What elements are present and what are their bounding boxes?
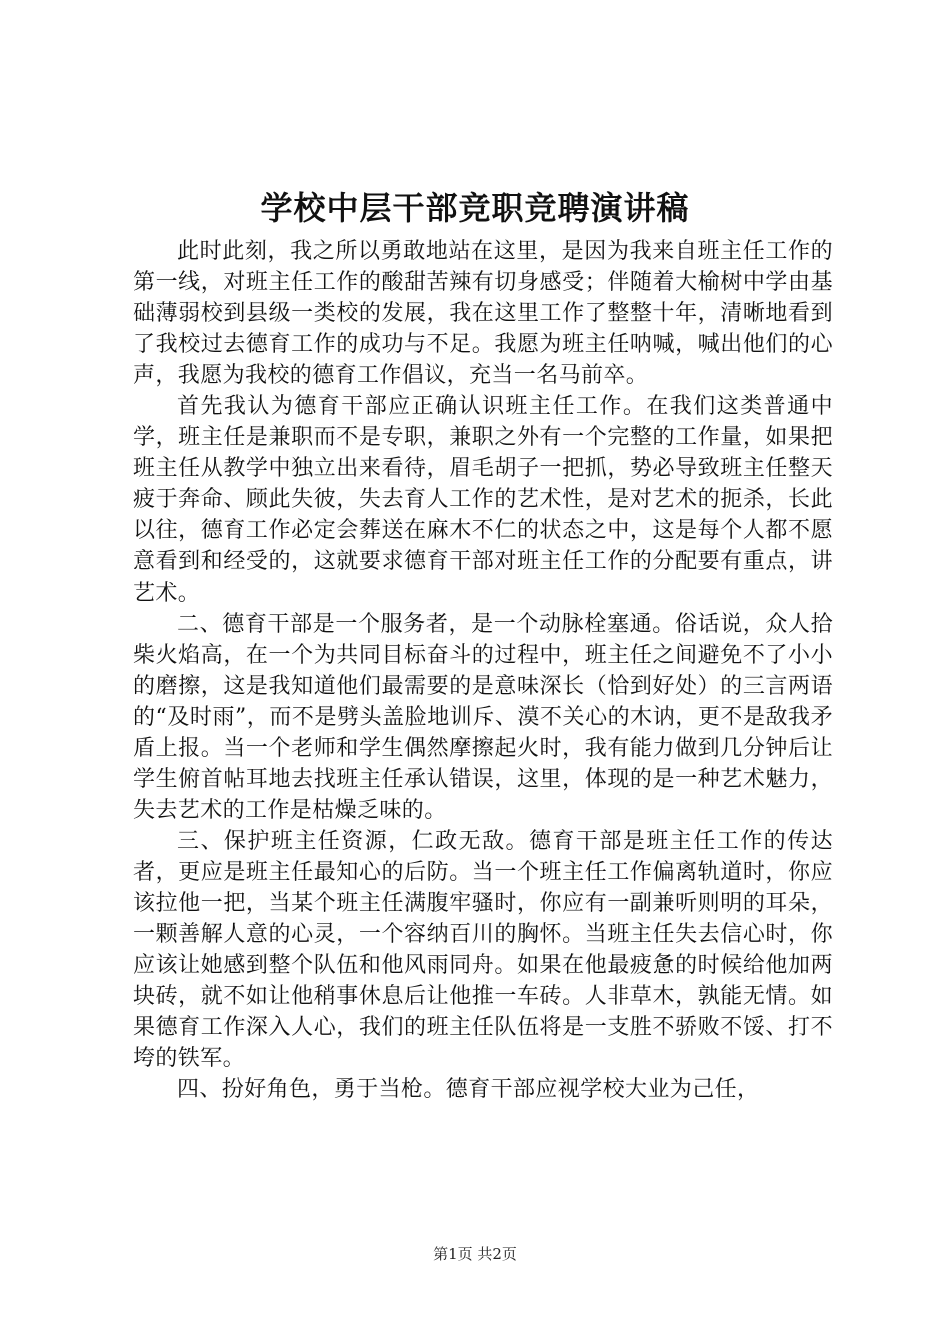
paragraph-fourth-point: 四、扮好角色，勇于当枪。德育干部应视学校大业为己任， <box>177 1077 760 1103</box>
document-title: 学校中层干部竞职竞聘演讲稿 <box>260 189 690 227</box>
paragraph-second-point: 二、德育干部是一个服务者，是一个动脉栓塞通。俗话说，众人拾柴火焰高，在一个为共同目标奋斗的过程中，班主任之间避免不了小小的磨擦，这是我知道他们最需要的是意味深长（恰到好处）的三言两语的“及时雨”，而不是劈头盖脸地训斥、漠不关心的木讷，更不是敌我矛盾上报。当一个老师和学生偶然摩擦起火时，我有能力做到几分钟后让学生俯首帖耳地去找班主任承认错误，这里，体现的是一种艺术魅力，失去艺术的工作是枯燥乏味的。 <box>133 611 833 823</box>
paragraph-intro: 此时此刻，我之所以勇敢地站在这里，是因为我来自班主任工作的第一线，对班主任工作的酸甜苦辣有切身感受；伴随着大榆树中学由基础薄弱校到县级一类校的发展，我在这里工作了整整十年，清晰地看到了我校过去德育工作的成功与不足。我愿为班主任呐喊，喊出他们的心声，我愿为我校的德育工作倡议，充当一名马前卒。 <box>133 239 833 389</box>
page-number-footer: 第1页 共2页 <box>433 1245 517 1263</box>
document-body <box>133 236 833 1105</box>
paragraph-third-point: 三、保护班主任资源，仁政无敌。德育干部是班主任工作的传达者，更应是班主任最知心的后防。当一个班主任工作偏离轨道时，你应该拉他一把，当某个班主任满腹牢骚时，你应有一副兼听则明的耳朵，一颗善解人意的心灵，一个容纳百川的胸怀。当班主任失去信心时，你应该让她感到整个队伍和他风雨同舟。如果在他最疲惫的时候给他加两块砖，就不如让他稍事休息后让他推一车砖。人非草木，孰能无情。如果德育工作深入人心，我们的班主任队伍将是一支胜不骄败不馁、打不垮的铁军。 <box>133 828 833 1072</box>
paragraph-first-point: 首先我认为德育干部应正确认识班主任工作。在我们这类普通中学，班主任是兼职而不是专职，兼职之外有一个完整的工作量，如果把班主任从教学中独立出来看待，眉毛胡子一把抓，势必导致班主任整天疲于奔命、顾此失彼，失去育人工作的艺术性，是对艺术的扼杀，长此以往，德育工作必定会葬送在麻木不仁的状态之中，这是每个人都不愿意看到和经受的，这就要求德育干部对班主任工作的分配要有重点，讲艺术。 <box>133 394 833 606</box>
